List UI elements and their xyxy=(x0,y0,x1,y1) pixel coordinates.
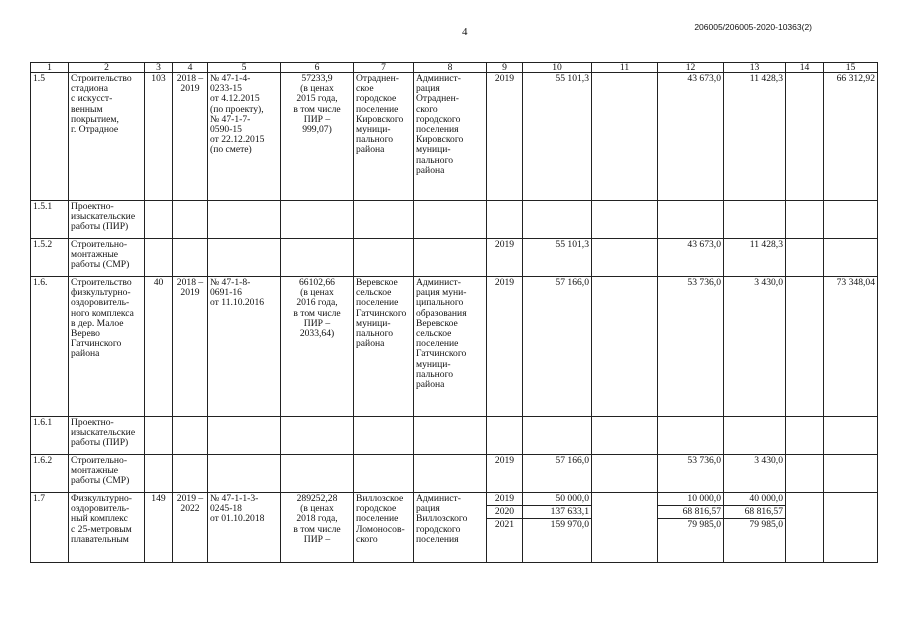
object-name xyxy=(69,239,145,277)
territory-line: ское xyxy=(356,83,374,95)
financing-total: 55 101,3 xyxy=(523,239,592,277)
col-11 xyxy=(592,201,658,239)
expertise-docs-line: от 11.10.2016 xyxy=(210,297,265,309)
col-13 xyxy=(724,417,786,455)
col-12: 53 736,0 xyxy=(658,277,724,417)
estimated-cost xyxy=(281,73,354,201)
capacity xyxy=(145,455,173,493)
col-14 xyxy=(786,239,824,277)
construction-years-line: 2019 xyxy=(180,287,200,299)
expertise-docs-line: 0233-15 xyxy=(210,83,242,95)
row-number: 1.7 xyxy=(31,493,69,563)
territory-line: Веревское xyxy=(356,277,398,288)
customer xyxy=(414,417,487,455)
estimated-cost-line: (в ценах xyxy=(300,503,334,515)
column-number: 5 xyxy=(208,63,281,73)
col-12-entry: 68 816,57 xyxy=(658,506,723,519)
construction-years xyxy=(173,239,208,277)
col-13-entry: 68 816,57 xyxy=(724,506,785,519)
customer xyxy=(414,201,487,239)
expertise-docs-line: 0691-16 xyxy=(210,287,242,299)
row-number: 1.5.2 xyxy=(31,239,69,277)
expertise-docs xyxy=(208,455,281,493)
object-name-line: монтажные xyxy=(71,465,119,477)
financing-year-entry: 2021 xyxy=(494,519,515,530)
object-name-line: работы (ПИР) xyxy=(71,221,129,233)
customer-line: рация xyxy=(416,83,440,95)
object-name xyxy=(69,455,145,493)
territory xyxy=(354,277,414,417)
estimated-cost-line: 2033,64) xyxy=(299,328,335,340)
estimated-cost-line: 999,07) xyxy=(302,124,332,136)
object-name-line: ного комплекса xyxy=(71,307,134,319)
financing-total xyxy=(523,493,592,563)
customer-line: поселения xyxy=(416,124,459,136)
col-13 xyxy=(724,201,786,239)
expertise-docs-line: 0590-15 xyxy=(210,124,242,136)
territory-line: района xyxy=(356,338,385,350)
estimated-cost xyxy=(281,201,354,239)
financing-total xyxy=(523,201,592,239)
financing-year-entry: 2020 xyxy=(487,506,522,519)
object-name-line: изыскательские xyxy=(71,427,136,439)
territory-line: муници- xyxy=(356,317,391,329)
construction-years-line: 2019 – xyxy=(176,493,204,504)
expertise-docs-line: от 4.12.2015 xyxy=(210,93,260,105)
col-13-entry: 79 985,0 xyxy=(749,519,783,530)
objects-table xyxy=(30,62,878,563)
customer-line: сельское xyxy=(416,328,452,340)
construction-years-line: 2018 – xyxy=(176,277,204,288)
object-name-line: Проектно- xyxy=(71,417,114,428)
col-11 xyxy=(592,417,658,455)
estimated-cost-line: в том числе xyxy=(293,307,341,319)
customer-line: Отраднен- xyxy=(416,93,459,105)
customer-line: рация муни- xyxy=(416,287,467,299)
object-name-line: изыскательские xyxy=(71,211,136,223)
territory xyxy=(354,201,414,239)
col-11 xyxy=(592,455,658,493)
column-number: 10 xyxy=(523,63,592,73)
estimated-cost xyxy=(281,455,354,493)
estimated-cost xyxy=(281,493,354,563)
capacity xyxy=(145,239,173,277)
col-11 xyxy=(592,493,658,563)
col-15 xyxy=(824,493,878,563)
object-name-line: работы (ПИР) xyxy=(71,437,129,449)
financing-year xyxy=(487,201,523,239)
expertise-docs-line: от 22.12.2015 xyxy=(210,134,265,146)
expertise-docs-line: № 47-1-7- xyxy=(210,113,251,125)
col-13: 11 428,3 xyxy=(724,239,786,277)
table-row xyxy=(31,417,878,455)
table-row xyxy=(31,73,878,201)
object-name-line: работы (СМР) xyxy=(71,475,130,487)
row-number: 1.5 xyxy=(31,73,69,201)
construction-years-line: 2022 xyxy=(180,503,200,515)
capacity: 103 xyxy=(145,73,173,201)
col-14 xyxy=(786,73,824,201)
object-name-line: оздоровитель- xyxy=(71,503,130,515)
col-11 xyxy=(592,239,658,277)
col-15 xyxy=(824,239,878,277)
customer-line: пального xyxy=(416,368,454,380)
expertise-docs xyxy=(208,73,281,201)
territory-line: Виллозское xyxy=(356,493,404,504)
col-14 xyxy=(786,417,824,455)
column-number: 13 xyxy=(724,63,786,73)
col-12 xyxy=(658,417,724,455)
col-14 xyxy=(786,277,824,417)
construction-years xyxy=(173,277,208,417)
object-name-line: плавательным xyxy=(71,533,129,545)
customer-line: района xyxy=(416,164,445,176)
column-number: 9 xyxy=(487,63,523,73)
estimated-cost-line: 2015 года, xyxy=(296,93,338,105)
territory-line: пального xyxy=(356,328,394,340)
financing-total xyxy=(523,417,592,455)
row-number: 1.6. xyxy=(31,277,69,417)
territory xyxy=(354,417,414,455)
column-number-row xyxy=(31,63,878,73)
object-name xyxy=(69,417,145,455)
column-number: 7 xyxy=(354,63,414,73)
financing-year: 2019 xyxy=(487,73,523,201)
expertise-docs xyxy=(208,201,281,239)
col-15: 66 312,92 xyxy=(824,73,878,201)
object-name-line: района xyxy=(71,348,100,360)
object-name-line: Строительство xyxy=(71,73,132,84)
territory xyxy=(354,455,414,493)
row-number: 1.6.2 xyxy=(31,455,69,493)
territory-line: городское xyxy=(356,503,397,515)
construction-years-line: 2018 – xyxy=(176,73,204,84)
object-name-line: оздоровитель- xyxy=(71,297,130,309)
capacity: 149 xyxy=(145,493,173,563)
expertise-docs-line: 0245-18 xyxy=(210,503,242,515)
object-name-line: с 25-метровым xyxy=(71,523,132,535)
col-12: 43 673,0 xyxy=(658,73,724,201)
expertise-docs xyxy=(208,239,281,277)
construction-years xyxy=(173,417,208,455)
col-13: 3 430,0 xyxy=(724,277,786,417)
customer-line: городского xyxy=(416,113,461,125)
customer-line: поселение xyxy=(416,338,459,350)
column-number: 12 xyxy=(658,63,724,73)
capacity: 40 xyxy=(145,277,173,417)
col-14 xyxy=(786,493,824,563)
customer-line: городского xyxy=(416,523,461,535)
object-name-line: в дер. Малое xyxy=(71,317,124,329)
financing-year-entry: 2019 xyxy=(487,493,522,506)
financing-total-entry: 50 000,0 xyxy=(523,493,591,506)
construction-years-line: 2019 xyxy=(180,83,200,95)
estimated-cost-line: 2018 года, xyxy=(296,513,338,525)
territory-line: городское xyxy=(356,93,397,105)
customer-line: рация xyxy=(416,503,440,515)
construction-years xyxy=(173,493,208,563)
col-15 xyxy=(824,417,878,455)
territory-line: пального xyxy=(356,134,394,146)
object-name xyxy=(69,201,145,239)
territory-line: Гатчинского xyxy=(356,307,407,319)
object-name-line: Верево xyxy=(71,328,100,340)
customer xyxy=(414,493,487,563)
financing-year: 2019 xyxy=(487,277,523,417)
customer-line: Админист- xyxy=(416,493,461,504)
territory-line: Кировского xyxy=(356,113,404,125)
object-name-line: стадиона xyxy=(71,83,109,95)
object-name-line: Физкультурно- xyxy=(71,493,132,504)
expertise-docs-line: № 47-1-8- xyxy=(210,277,251,288)
territory-line: поселение xyxy=(356,513,399,525)
table-row xyxy=(31,239,878,277)
object-name-line: венным xyxy=(71,103,103,115)
financing-total: 57 166,0 xyxy=(523,455,592,493)
territory-line: Отраднен- xyxy=(356,73,399,84)
col-12: 43 673,0 xyxy=(658,239,724,277)
row-number: 1.5.1 xyxy=(31,201,69,239)
object-name-line: покрытием, xyxy=(71,113,119,125)
customer-line: пального xyxy=(416,154,454,166)
customer-line: Виллозского xyxy=(416,513,468,525)
construction-years xyxy=(173,201,208,239)
estimated-cost-line: в том числе xyxy=(293,103,341,115)
territory-line: Ломоносов- xyxy=(356,523,405,535)
object-name xyxy=(69,493,145,563)
expertise-docs-line: № 47-1-4- xyxy=(210,73,251,84)
object-name-line: Проектно- xyxy=(71,201,114,212)
table-row xyxy=(31,493,878,563)
customer-line: района xyxy=(416,379,445,391)
table-row xyxy=(31,277,878,417)
col-13: 11 428,3 xyxy=(724,73,786,201)
customer xyxy=(414,239,487,277)
territory-line: ского xyxy=(356,533,378,545)
territory xyxy=(354,239,414,277)
column-number: 11 xyxy=(592,63,658,73)
table-row xyxy=(31,455,878,493)
object-name-line: работы (СМР) xyxy=(71,259,130,271)
estimated-cost-line: (в ценах xyxy=(300,83,334,95)
estimated-cost-line: 66102,66 xyxy=(299,277,335,288)
customer-line: муници- xyxy=(416,358,451,370)
object-name-line: Строительно- xyxy=(71,239,128,250)
estimated-cost xyxy=(281,417,354,455)
estimated-cost-line: 57233,9 xyxy=(301,73,333,84)
customer xyxy=(414,455,487,493)
construction-years xyxy=(173,73,208,201)
capacity xyxy=(145,417,173,455)
col-13: 3 430,0 xyxy=(724,455,786,493)
column-number: 2 xyxy=(69,63,145,73)
column-number: 14 xyxy=(786,63,824,73)
territory-line: сельское xyxy=(356,287,392,299)
customer-line: Админист- xyxy=(416,277,461,288)
financing-total-entry: 137 633,1 xyxy=(523,506,591,519)
customer-line: Админист- xyxy=(416,73,461,84)
col-15: 73 348,04 xyxy=(824,277,878,417)
col-15 xyxy=(824,201,878,239)
estimated-cost xyxy=(281,239,354,277)
column-number: 3 xyxy=(145,63,173,73)
customer-line: поселения xyxy=(416,533,459,545)
customer-line: образования xyxy=(416,307,467,319)
expertise-docs-line: от 01.10.2018 xyxy=(210,513,265,525)
object-name xyxy=(69,73,145,201)
column-number: 8 xyxy=(414,63,487,73)
page-number: 4 xyxy=(462,26,468,38)
col-12 xyxy=(658,201,724,239)
expertise-docs-line: (по проекту), xyxy=(210,103,264,115)
object-name-line: Строительство xyxy=(71,277,132,288)
col-13 xyxy=(724,493,786,563)
col-11 xyxy=(592,73,658,201)
column-number: 1 xyxy=(31,63,69,73)
object-name-line: ный комплекс xyxy=(71,513,128,525)
col-12-entry: 10 000,0 xyxy=(658,493,723,506)
estimated-cost-line: 289252,28 xyxy=(296,493,338,504)
document-id: 206005/206005-2020-10363(2) xyxy=(694,22,812,32)
customer-line: ского xyxy=(416,103,438,115)
territory-line: поселение xyxy=(356,297,399,309)
expertise-docs-line: № 47-1-1-3- xyxy=(210,493,259,504)
estimated-cost-line: ПИР – xyxy=(303,113,331,125)
territory xyxy=(354,73,414,201)
customer-line: ципального xyxy=(416,297,464,309)
estimated-cost xyxy=(281,277,354,417)
object-name-line: физкультурно- xyxy=(71,287,131,299)
capacity xyxy=(145,201,173,239)
row-number: 1.6.1 xyxy=(31,417,69,455)
col-14 xyxy=(786,455,824,493)
customer xyxy=(414,73,487,201)
object-name-line: с искусст- xyxy=(71,93,113,105)
financing-total: 57 166,0 xyxy=(523,277,592,417)
col-12 xyxy=(658,493,724,563)
financing-year xyxy=(487,417,523,455)
object-name-line: Строительно- xyxy=(71,455,128,466)
estimated-cost-line: (в ценах xyxy=(300,287,334,299)
object-name xyxy=(69,277,145,417)
financing-year: 2019 xyxy=(487,455,523,493)
customer-line: Гатчинского xyxy=(416,348,467,360)
customer xyxy=(414,277,487,417)
col-15 xyxy=(824,455,878,493)
customer-line: муници- xyxy=(416,144,451,156)
object-name-line: монтажные xyxy=(71,249,119,261)
estimated-cost-line: 2016 года, xyxy=(296,297,338,309)
expertise-docs-line: (по смете) xyxy=(210,144,252,156)
col-13-entry: 40 000,0 xyxy=(724,493,785,506)
col-11 xyxy=(592,277,658,417)
financing-total: 55 101,3 xyxy=(523,73,592,201)
col-12: 53 736,0 xyxy=(658,455,724,493)
construction-years xyxy=(173,455,208,493)
financing-year xyxy=(487,493,523,563)
territory-line: муници- xyxy=(356,124,391,136)
column-number: 4 xyxy=(173,63,208,73)
customer-line: Веревское xyxy=(416,317,458,329)
table-row xyxy=(31,201,878,239)
customer-line: Кировского xyxy=(416,134,464,146)
financing-total-entry: 159 970,0 xyxy=(550,519,589,530)
territory-line: района xyxy=(356,144,385,156)
column-number: 6 xyxy=(281,63,354,73)
financing-year: 2019 xyxy=(487,239,523,277)
territory xyxy=(354,493,414,563)
column-number: 15 xyxy=(824,63,878,73)
territory-line: поселение xyxy=(356,103,399,115)
col-12-entry: 79 985,0 xyxy=(687,519,721,530)
expertise-docs xyxy=(208,277,281,417)
object-name-line: Гатчинского xyxy=(71,338,122,350)
col-14 xyxy=(786,201,824,239)
estimated-cost-line: в том числе xyxy=(293,523,341,535)
estimated-cost-line: ПИР – xyxy=(303,317,331,329)
expertise-docs xyxy=(208,417,281,455)
object-name-line: г. Отрадное xyxy=(71,124,119,136)
expertise-docs xyxy=(208,493,281,563)
estimated-cost-line: ПИР – xyxy=(303,533,331,545)
